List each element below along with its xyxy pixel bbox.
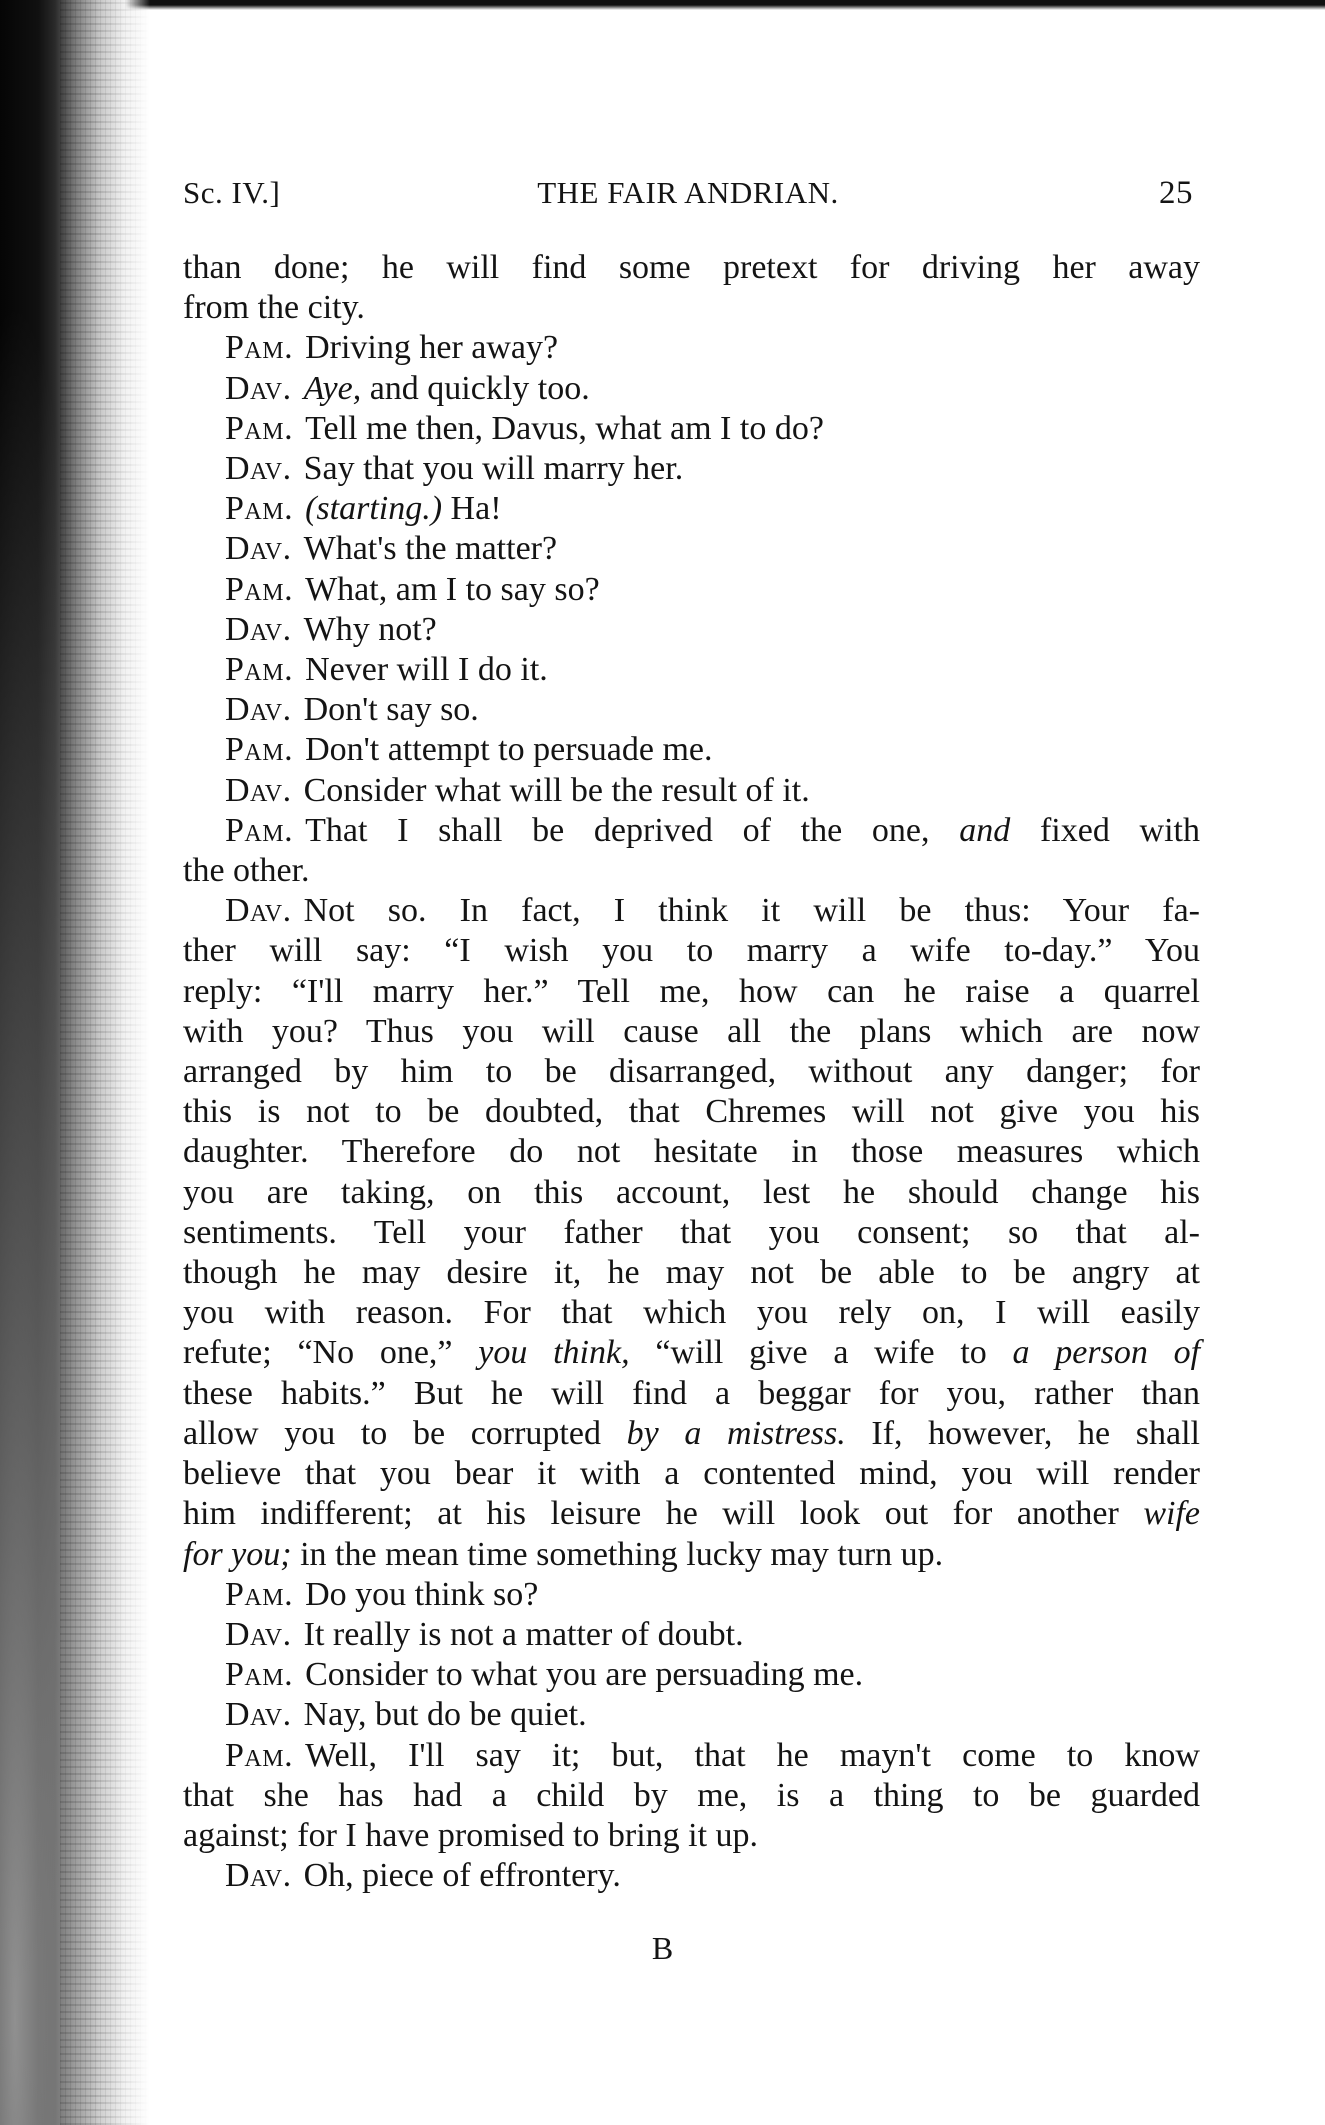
dialogue-text: It really is not a matter of doubt. — [303, 1615, 744, 1653]
dialogue-text: in the mean time something lucky may turn up. — [291, 1535, 944, 1573]
speaker-label: Dav. — [225, 691, 292, 729]
dialogue-line — [183, 489, 1200, 529]
dialogue-text-italic: a person of — [1012, 1334, 1201, 1372]
dialogue-line — [183, 771, 1200, 811]
text-line: this is not to be doubted, that Chremes will not give you his — [183, 1093, 1200, 1131]
dialogue-text: Why not? — [303, 610, 437, 648]
text-line: reply: “I'll marry her.” Tell me, how can he raise a quarrel — [183, 972, 1200, 1010]
dialogue-text: Oh, piece of effrontery. — [303, 1857, 621, 1895]
dialogue-text-italic: for you; — [183, 1535, 292, 1573]
dialogue-text: Ha! — [442, 490, 502, 528]
dialogue-line — [183, 1655, 1200, 1695]
dialogue-text-italic: wife — [1143, 1495, 1200, 1533]
speaker-label: Pam. — [225, 651, 294, 689]
dialogue-text: What, am I to say so? — [305, 570, 600, 608]
dialogue-text: Do you think so? — [305, 1575, 539, 1613]
speaker-label: Pam. — [225, 1656, 294, 1694]
text-line: arranged by him to be disarranged, without any danger; for — [183, 1053, 1200, 1091]
dialogue-line — [183, 610, 1200, 650]
speaker-label: Dav. — [225, 369, 292, 407]
speaker-label: Dav. — [225, 1696, 292, 1734]
text-line — [183, 811, 1200, 851]
dialogue-line — [183, 730, 1200, 770]
speaker-label: Dav. — [225, 771, 292, 809]
speaker-label: Dav. — [225, 892, 292, 930]
speaker-label: Pam. — [225, 570, 294, 608]
dialogue-text: If, however, he shall — [845, 1414, 1200, 1452]
text-line: than done; he will find some pretext for driving her away — [183, 249, 1200, 286]
dialogue-text: Consider what will be the result of it. — [303, 771, 810, 809]
text-line: with you? Thus you will cause all the plans which are now — [183, 1012, 1200, 1050]
page-top-edge — [0, 0, 1325, 10]
text-line — [183, 1333, 1200, 1373]
dialogue-text: Tell me then, Davus, what am I to do? — [305, 409, 824, 447]
text-line — [183, 1494, 1200, 1534]
dialogue-text: and quickly too. — [361, 369, 590, 407]
dialogue-line — [183, 650, 1200, 690]
dialogue-line — [183, 690, 1200, 730]
text-line: you with reason. For that which you rely on, I will easily — [183, 1294, 1200, 1332]
speaker-label: Pam. — [225, 811, 294, 849]
text-line: from the city. — [183, 289, 365, 327]
text-line: ther will say: “I wish you to marry a wife to-day.” You — [183, 932, 1200, 970]
speaker-label: Dav. — [225, 610, 292, 648]
dialogue-text: Consider to what you are persuading me. — [305, 1656, 864, 1694]
dialogue-line — [183, 369, 1200, 409]
signature-mark: B — [651, 1930, 674, 1966]
dialogue-text: him indifferent; at his leisure he will look out for another — [183, 1495, 1144, 1533]
dialogue-line — [183, 449, 1200, 489]
dialogue-text: refute; “No one,” — [183, 1334, 479, 1372]
text-line: these habits.” But he will find a beggar for you, rather than — [183, 1374, 1200, 1412]
dialogue-text-italic: Aye, — [303, 369, 362, 407]
dialogue-text: Don't say so. — [303, 691, 479, 729]
speaker-label: Pam. — [225, 490, 294, 528]
text-line — [183, 1535, 1200, 1575]
dialogue-text: Driving her away? — [305, 329, 559, 367]
dialogue-text: “will give a wife to — [629, 1334, 1013, 1372]
dialogue-line — [183, 570, 1200, 610]
text-line: daughter. Therefore do not hesitate in those measures which — [183, 1133, 1200, 1171]
speaker-label: Pam. — [225, 409, 294, 447]
header-title: THE FAIR ANDRIAN. — [537, 175, 839, 210]
speaker-label: Pam. — [225, 731, 294, 769]
text-line: sentiments. Tell your father that you consent; so that al- — [183, 1213, 1200, 1251]
dialogue-text-italic: by a mistress. — [626, 1414, 846, 1452]
text-line: believe that you bear it with a contented mind, you will render — [183, 1455, 1200, 1493]
speaker-label: Pam. — [225, 1736, 294, 1774]
header-scene: Sc. IV.] — [183, 175, 281, 210]
text-line — [183, 891, 1200, 931]
binding-noise — [60, 0, 150, 2125]
dialogue-text: fixed with — [1010, 811, 1200, 849]
speaker-label: Dav. — [225, 530, 292, 568]
dialogue-line — [183, 1575, 1200, 1615]
text-line: though he may desire it, he may not be able to be angry at — [183, 1254, 1200, 1292]
text-line — [183, 1736, 1200, 1776]
text-line: against; for I have promised to bring it up. — [183, 1816, 759, 1854]
dialogue-line — [183, 409, 1200, 449]
text-line — [183, 1414, 1200, 1454]
page-body — [183, 248, 1200, 1896]
speaker-label: Pam. — [225, 329, 294, 367]
dialogue-text: Well, I'll say it; but, that he mayn't come to know — [305, 1736, 1200, 1774]
dialogue-line — [183, 1856, 1200, 1896]
dialogue-text: That I shall be deprived of the one, — [305, 811, 960, 849]
speaker-label: Dav. — [225, 1857, 292, 1895]
dialogue-text-italic: and — [959, 811, 1011, 849]
text-line: you are taking, on this account, lest he should change his — [183, 1173, 1200, 1211]
dialogue-text: What's the matter? — [303, 530, 558, 568]
dialogue-line — [183, 1615, 1200, 1655]
dialogue-text-italic: you think, — [478, 1334, 630, 1372]
running-header — [183, 175, 1193, 215]
page-number: 25 — [1159, 175, 1193, 211]
dialogue-text: Never will I do it. — [305, 651, 548, 689]
dialogue-text: allow you to be corrupted — [183, 1414, 627, 1452]
dialogue-text: Nay, but do be quiet. — [303, 1696, 587, 1734]
dialogue-text: Don't attempt to persuade me. — [305, 731, 713, 769]
text-line: that she has had a child by me, is a thing to be guarded — [183, 1776, 1200, 1814]
dialogue-line — [183, 529, 1200, 569]
dialogue-line — [183, 328, 1200, 368]
dialogue-text: Not so. In fact, I think it will be thus: Your fa- — [303, 892, 1200, 930]
speaker-label: Dav. — [225, 1615, 292, 1653]
text-line: the other. — [183, 852, 310, 890]
speaker-label: Pam. — [225, 1575, 294, 1613]
dialogue-line — [183, 1695, 1200, 1735]
speaker-label: Dav. — [225, 450, 292, 488]
stage-direction: (starting.) — [305, 490, 443, 528]
dialogue-text: Say that you will marry her. — [303, 450, 684, 488]
